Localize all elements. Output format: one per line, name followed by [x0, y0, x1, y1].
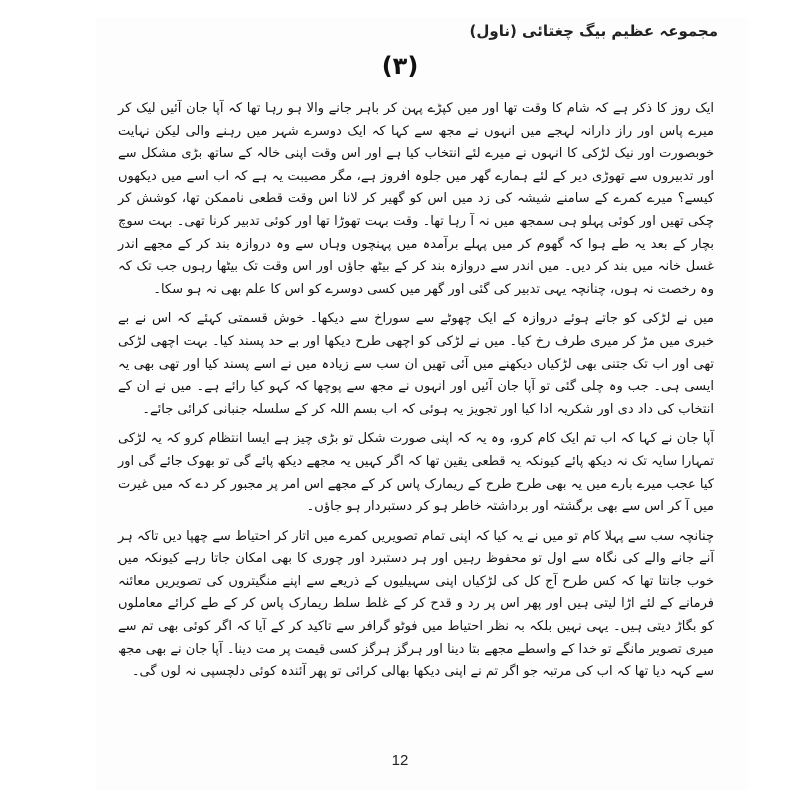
paragraph: چنانچہ سب سے پہلا کام تو میں نے یہ کیا کہ اپنی تمام تصویریں کمرے میں اتار کر احتیاط سے چھپا دیں تاکہ ہر آنے جانے والے کی نگاہ سے اول تو محفوظ رہیں اور ہر دستبرد اور چوری کا بھی امکان جاتا رہے کیونکہ میں خوب جانتا تھا کہ کس طرح آج کل کی لڑکیاں اپنی سہیلیوں کے ذریعے سے اپنے منگیتروں کی تصویریں معائنہ فرمانے کے لئے اڑا لیتی ہیں اور پھر اس پر رد و قدح کر کے غلط سلط ریمارک پاس کر کے طے کرائے معاملوں کو بگاڑ دیتی ہیں۔ یہی نہیں بلکہ بہ نظر احتیاط میں فوٹو گرافر سے تاکید کر کے آیا کہ اگر کوئی بھی تم سے میری تصویر مانگے تو خدا کے واسطے مجھے بتا دینا اور ہرگز ہرگز کسی قیمت پر مت دینا۔ آپا جان نے بھی مجھ سے کہہ دیا تھا کہ اب کی مرتبہ جو اگر تم نے اپنی دیکھا بھالی کرائی تو پھر آئندہ کوئی دلچسپی نہ لوں گی۔ — [118, 528, 714, 680]
running-header: مجموعہ عظیم بیگ چغتائی (ناول) — [469, 22, 718, 40]
page-number: 12 — [391, 752, 409, 769]
chapter-number: (۳) — [381, 52, 419, 80]
paragraph: ایک روز کا ذکر ہے کہ شام کا وقت تھا اور میں کپڑے پہن کر باہر جانے والا ہو رہا تھا کہ آپا جان آئیں لیک کر میرے پاس اور راز دارانہ لہجے میں انہوں نے مجھ سے کہا کہ ایک دوسرے شہر میں رہنے والی لیکن نہایت خوبصورت اور نیک لڑکی کا انہوں نے میرے لئے انتخاب کیا ہے اور اس وقت اپنی خالہ کے ساتھ بڑی مشکل سے اور تدبیروں سے تھوڑی دیر کے لئے ہمارے گھر میں جلوہ افروز ہے، مگر مصیبت یہ ہے کہ اب اسے میں دیکھوں کیسے؟ میرے کمرے کے سامنے شیشہ کی زد میں اس کو گھیر کر لانا اس وقت قطعی ناممکن تھا، کوشش کر چکی تھیں اور کوئی پہلو ہی سمجھ میں نہ آ رہا تھا۔ وقت بہت تھوڑا تھا اور کوئی تدبیر کرنا تھی۔ بہت سوچ بچار کے بعد یہ طے ہوا کہ گھوم کر میں پہلے برآمدہ میں پہنچوں وہاں سے وہ دروازہ بند کر کے مجھے اندر غسل خانہ میں بند کر دیں۔ میں اندر سے دروازہ بند کر کے بیٹھ جاؤں اور اس وقت تک بیٹھا رہوں جب تک کہ وہ رخصت نہ ہوں، چنانچہ یہی تدبیر کی گئی اور گھر میں کسی دوسرے کو اس کا علم بھی نہ ہو سکا۔ — [118, 101, 714, 297]
paragraph: آپا جان نے کہا کہ اب تم ایک کام کرو، وہ یہ کہ اپنی صورت شکل تو بڑی چیز ہے ایسا انتظام کرو کہ یہ لڑکی تمہارا سایہ تک نہ دیکھ پائے کیونکہ یہ قطعی یقین تھا کہ اگر کہیں یہ مجھے دیکھ پائے گی تو بھوک جائے گی اور کیا عجب میرے بارے میں یہ بھی طرح طرح کے ریمارک پاس کر کے مجھے اس امر پر مجبور کر دے کہ میں غیرت میں آ کر اس سے بھی برگشتہ اور برداشتہ خاطر ہو کر دستبردار ہو جاؤں۔ — [118, 431, 714, 515]
paragraph: میں نے لڑکی کو جاتے ہوئے دروازہ کے ایک چھوٹے سے سوراخ سے دیکھا۔ خوش قسمتی کہئے کہ اس نے بے خبری میں مڑ کر میری طرف رخ کیا۔ میں نے لڑکی کو اچھی طرح دیکھا اور بے حد پسند کیا۔ بہت اچھی لڑکی تھی اور اب تک جتنی بھی لڑکیاں دیکھنے میں آئی تھیں ان سب سے زیادہ میں نے اسے پسند کیا اور تھی بھی یہ ایسی ہی۔ جب وہ چلی گئی تو آپا جان آئیں اور انہوں نے مجھ سے پوچھا کہ کہو کیا رائے ہے۔ میں نے ان کے انتخاب کی داد دی اور شکریہ ادا کیا اور تجویز یہ ہوئی کہ اب بسم اللہ کر کے سلسلہ جنبانی کرائی جائے۔ — [118, 311, 714, 417]
body-text — [118, 98, 714, 691]
